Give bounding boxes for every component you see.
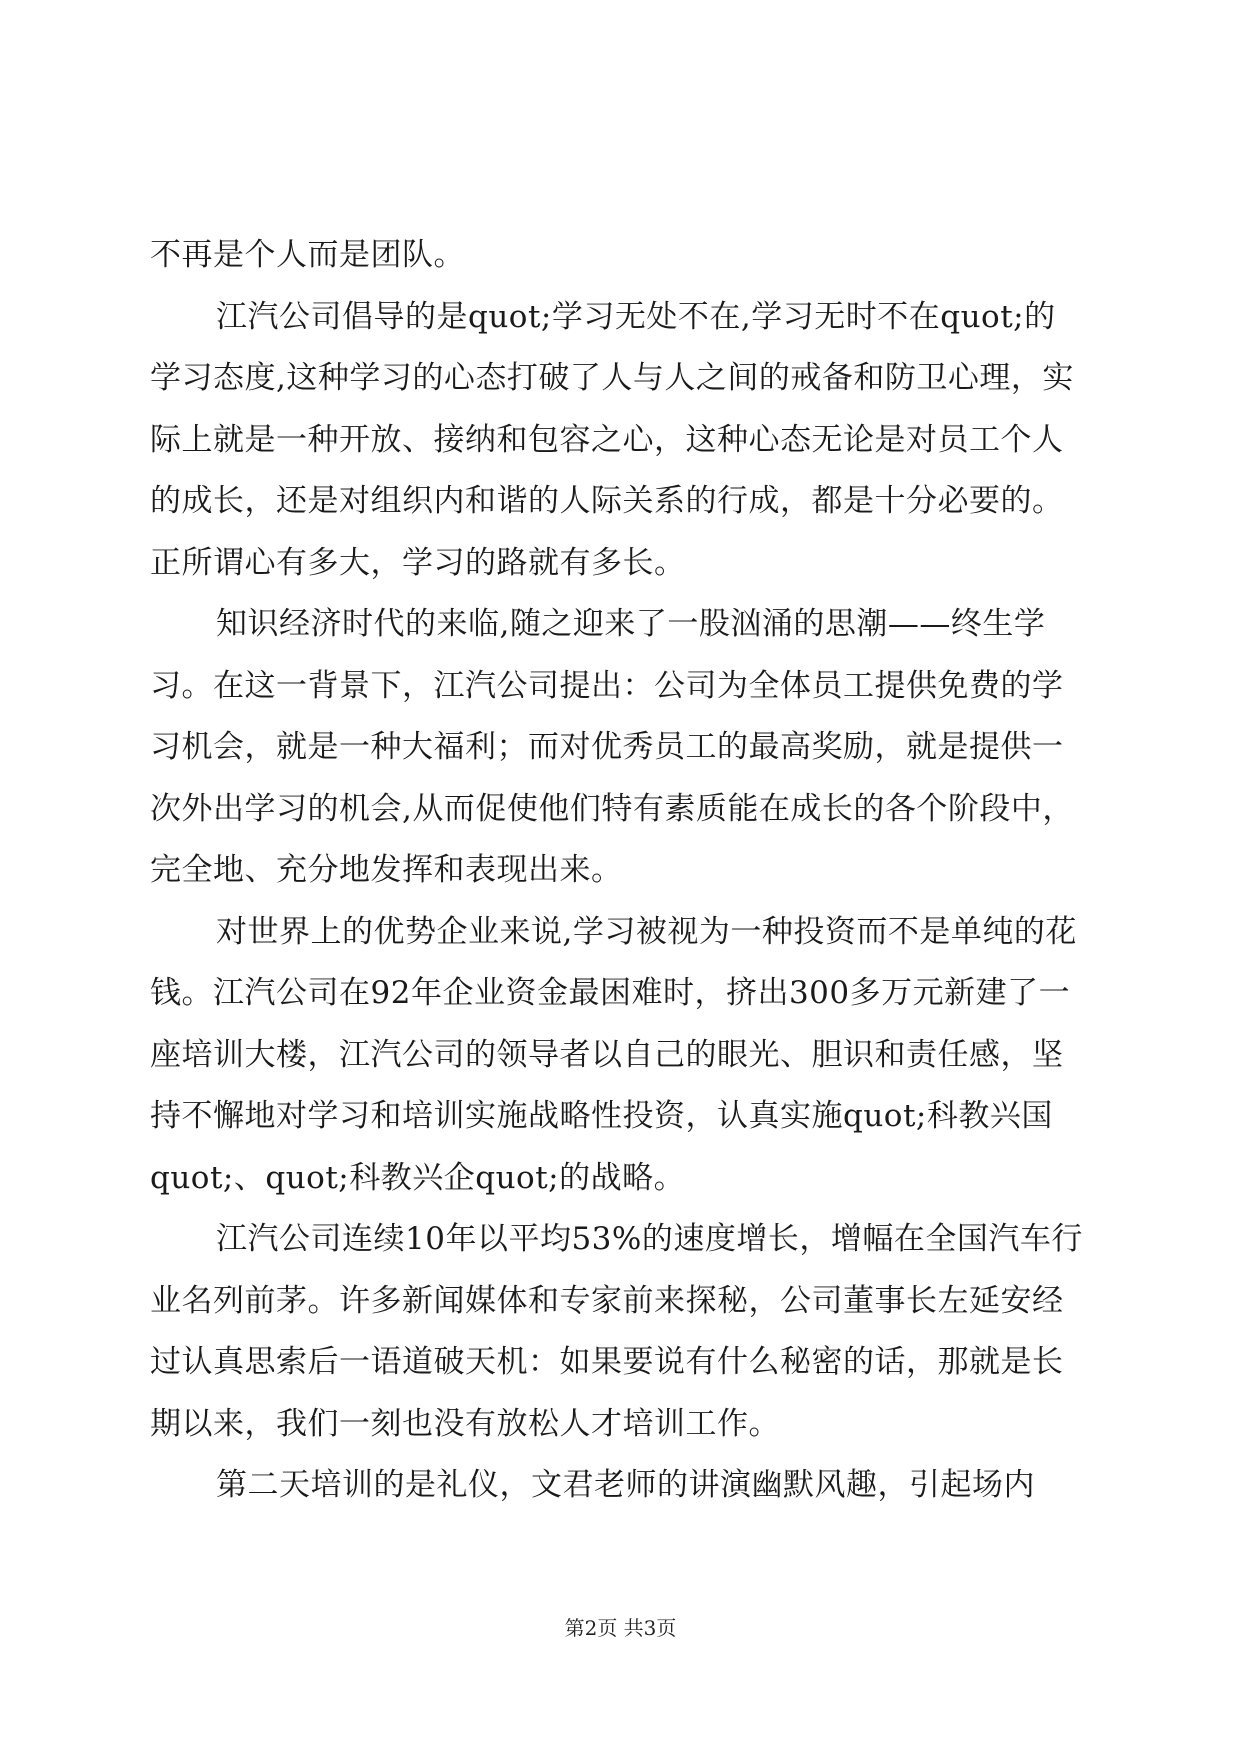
paragraph-6: 第二天培训的是礼仪，文君老师的讲演幽默风趣，引起场内 (216, 1467, 1035, 1503)
document-body (150, 225, 1085, 1517)
page-footer: 第2页 共3页 (564, 1616, 677, 1640)
paragraph-5: 江汽公司连续10年以平均53%的速度增长，增幅在全国汽车行业名列前茅。许多新闻媒体和专家前来探秘，公司董事长左延安经过认真思索后一语道破天机：如果要说有什么秘密的话，那就是长期以来，我们一刻也没有放松人才培训工作。 (150, 1221, 1083, 1442)
paragraph-2: 江汽公司倡导的是quot;学习无处不在,学习无时不在quot;的学习态度,这种学习的心态打破了人与人之间的戒备和防卫心理，实际上就是一种开放、接纳和包容之心，这种心态无论是对员工个人的成长，还是对组织内和谐的人际关系的行成，都是十分必要的。正所谓心有多大，学习的路就有多长。 (150, 298, 1074, 581)
paragraph-1: 不再是个人而是团队。 (150, 237, 465, 273)
paragraph-4: 对世界上的优势企业来说,学习被视为一种投资而不是单纯的花钱。江汽公司在92年企业资金最困难时，挤出300多万元新建了一座培训大楼，江汽公司的领导者以自己的眼光、胆识和责任感，坚持不懈地对学习和培训实施战略性投资，认真实施quot;科教兴国quot;、quot;科教兴企quot;的战略。 (150, 913, 1077, 1196)
paragraph-3: 知识经济时代的来临,随之迎来了一股汹涌的思潮——终生学习。在这一背景下，江汽公司提出：公司为全体员工提供免费的学习机会，就是一种大福利；而对优秀员工的最高奖励，就是提供一次外出学习的机会,从而促使他们特有素质能在成长的各个阶段中，完全地、充分地发挥和表现出来。 (150, 606, 1074, 888)
